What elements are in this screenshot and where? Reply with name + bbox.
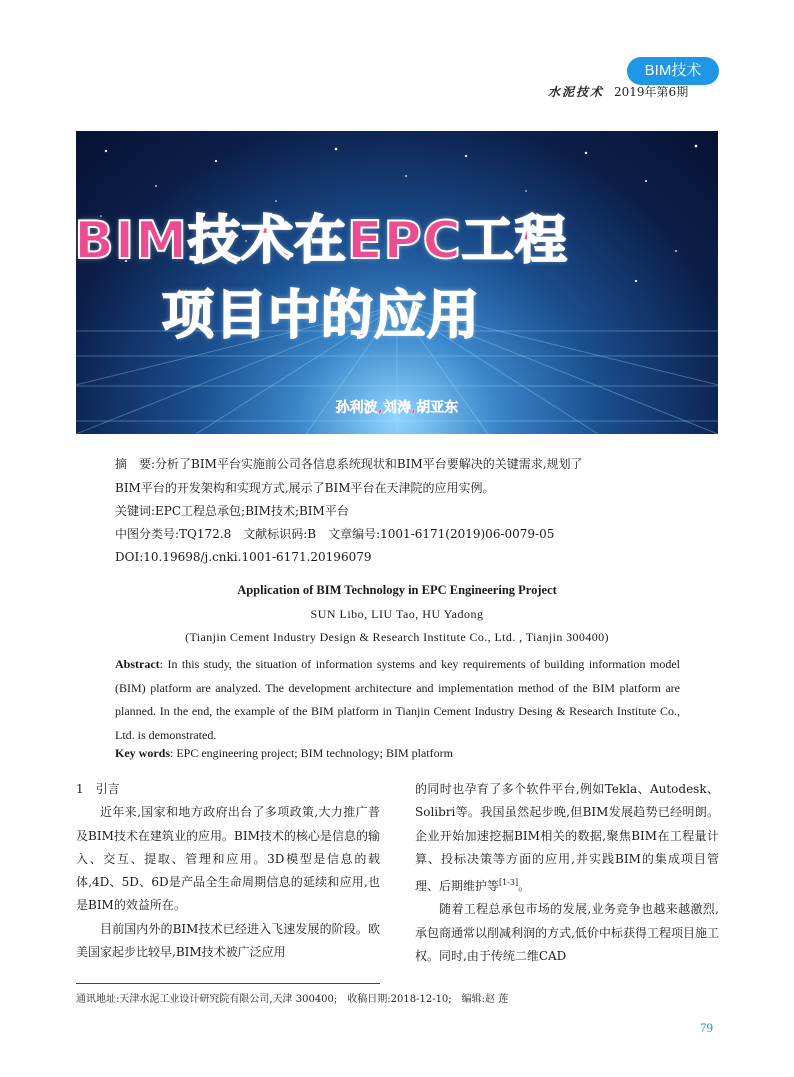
- paragraph-end: 。: [518, 879, 531, 894]
- english-affiliation: (Tianjin Cement Industry Design & Research Institute Co., Ltd. , Tianjin 300400): [185, 630, 609, 644]
- footnote-divider: [76, 983, 380, 984]
- english-keywords: [115, 746, 453, 761]
- journal-issue: 2019年第6期: [614, 85, 689, 99]
- abstract-text: : In this study, the situation of information systems and key requirements of building information model (BIM) platform are analyzed. The development architecture and implementation method of the BIM platform are planned. In the end, the example of the BIM platform in Tianjin Cement Industry Desing & Research Institute Co., Ltd. is demonstrated.: [115, 657, 680, 742]
- abstract-cn-line2: BIM平台的开发架构和实现方式,展示了BIM平台在天津院的应用实例。: [115, 481, 495, 495]
- paragraph: 近年来,国家和地方政府出台了多项政策,大力推广普及BIM技术在建筑业的应用。BIM技术的核心是信息的输入、交互、提取、管理和应用。3D模型是信息的载体,4D、5D、6D是产品全生命周期信息的延续和应用,也是BIM的效益所在。: [76, 805, 380, 913]
- paragraph: 目前国内外的BIM技术已经进入飞速发展的阶段。欧美国家起步比较早,BIM技术被广泛应用: [76, 921, 380, 960]
- section-badge: BIM技术: [627, 57, 719, 85]
- journal-header: [548, 83, 688, 100]
- hero-title-line2: 项目中的应用: [161, 286, 480, 346]
- abstract-label: Abstract: [115, 657, 160, 671]
- hero-authors: 孙利波,刘涛,胡亚东: [335, 400, 459, 416]
- page-number: 79: [700, 1020, 713, 1035]
- doi-cn: DOI:10.19698/j.cnki.1001-6171.20196079: [115, 550, 372, 564]
- keywords-text: : EPC engineering project; BIM technology; BIM platform: [170, 746, 453, 760]
- hero-title-line1: BIM技术在EPC工程: [74, 211, 568, 271]
- journal-name: 水泥技术: [548, 85, 605, 99]
- classification-cn: 中图分类号:TQ172.8 文献标识码:B 文章编号:1001-6171(2019)06-0079-05: [115, 527, 555, 541]
- citation-ref: [1-3]: [499, 878, 519, 888]
- abstract-cn-line1: 摘 要:分析了BIM平台实施前公司各信息系统现状和BIM平台要解决的关键需求,规划了: [115, 457, 583, 471]
- keywords-cn: 关键词:EPC工程总承包;BIM技术;BIM平台: [115, 504, 349, 518]
- paragraph-text: 的同时也孕育了多个软件平台,例如Tekla、Autodesk、Solibri等。我国虽然起步晚,但BIM发展趋势已经明朗。企业开始加速挖掘BIM相关的数据,聚焦BIM在工程量计算、投标决策等方面的应用,并实践BIM的集成项目管理、后期维护等: [415, 782, 719, 894]
- body-right-column: [415, 778, 719, 968]
- paragraph: [415, 778, 719, 898]
- body-left-column: [76, 778, 380, 964]
- english-abstract: [115, 653, 680, 747]
- paragraph: 随着工程总承包市场的发展,业务竞争也越来越激烈,承包商通常以削减利润的方式,低价中标获得工程项目施工权。同时,由于传统二维CAD: [415, 902, 719, 964]
- section-heading: 1 引言: [76, 782, 120, 796]
- keywords-label: Key words: [115, 746, 170, 760]
- english-title: Application of BIM Technology in EPC Engineering Project: [237, 583, 557, 597]
- english-authors: SUN Libo, LIU Tao, HU Yadong: [310, 607, 484, 621]
- footnote: 通讯地址:天津水泥工业设计研究院有限公司,天津 300400; 收稿日期:2018-12-10; 编辑:赵 莲: [76, 994, 509, 1005]
